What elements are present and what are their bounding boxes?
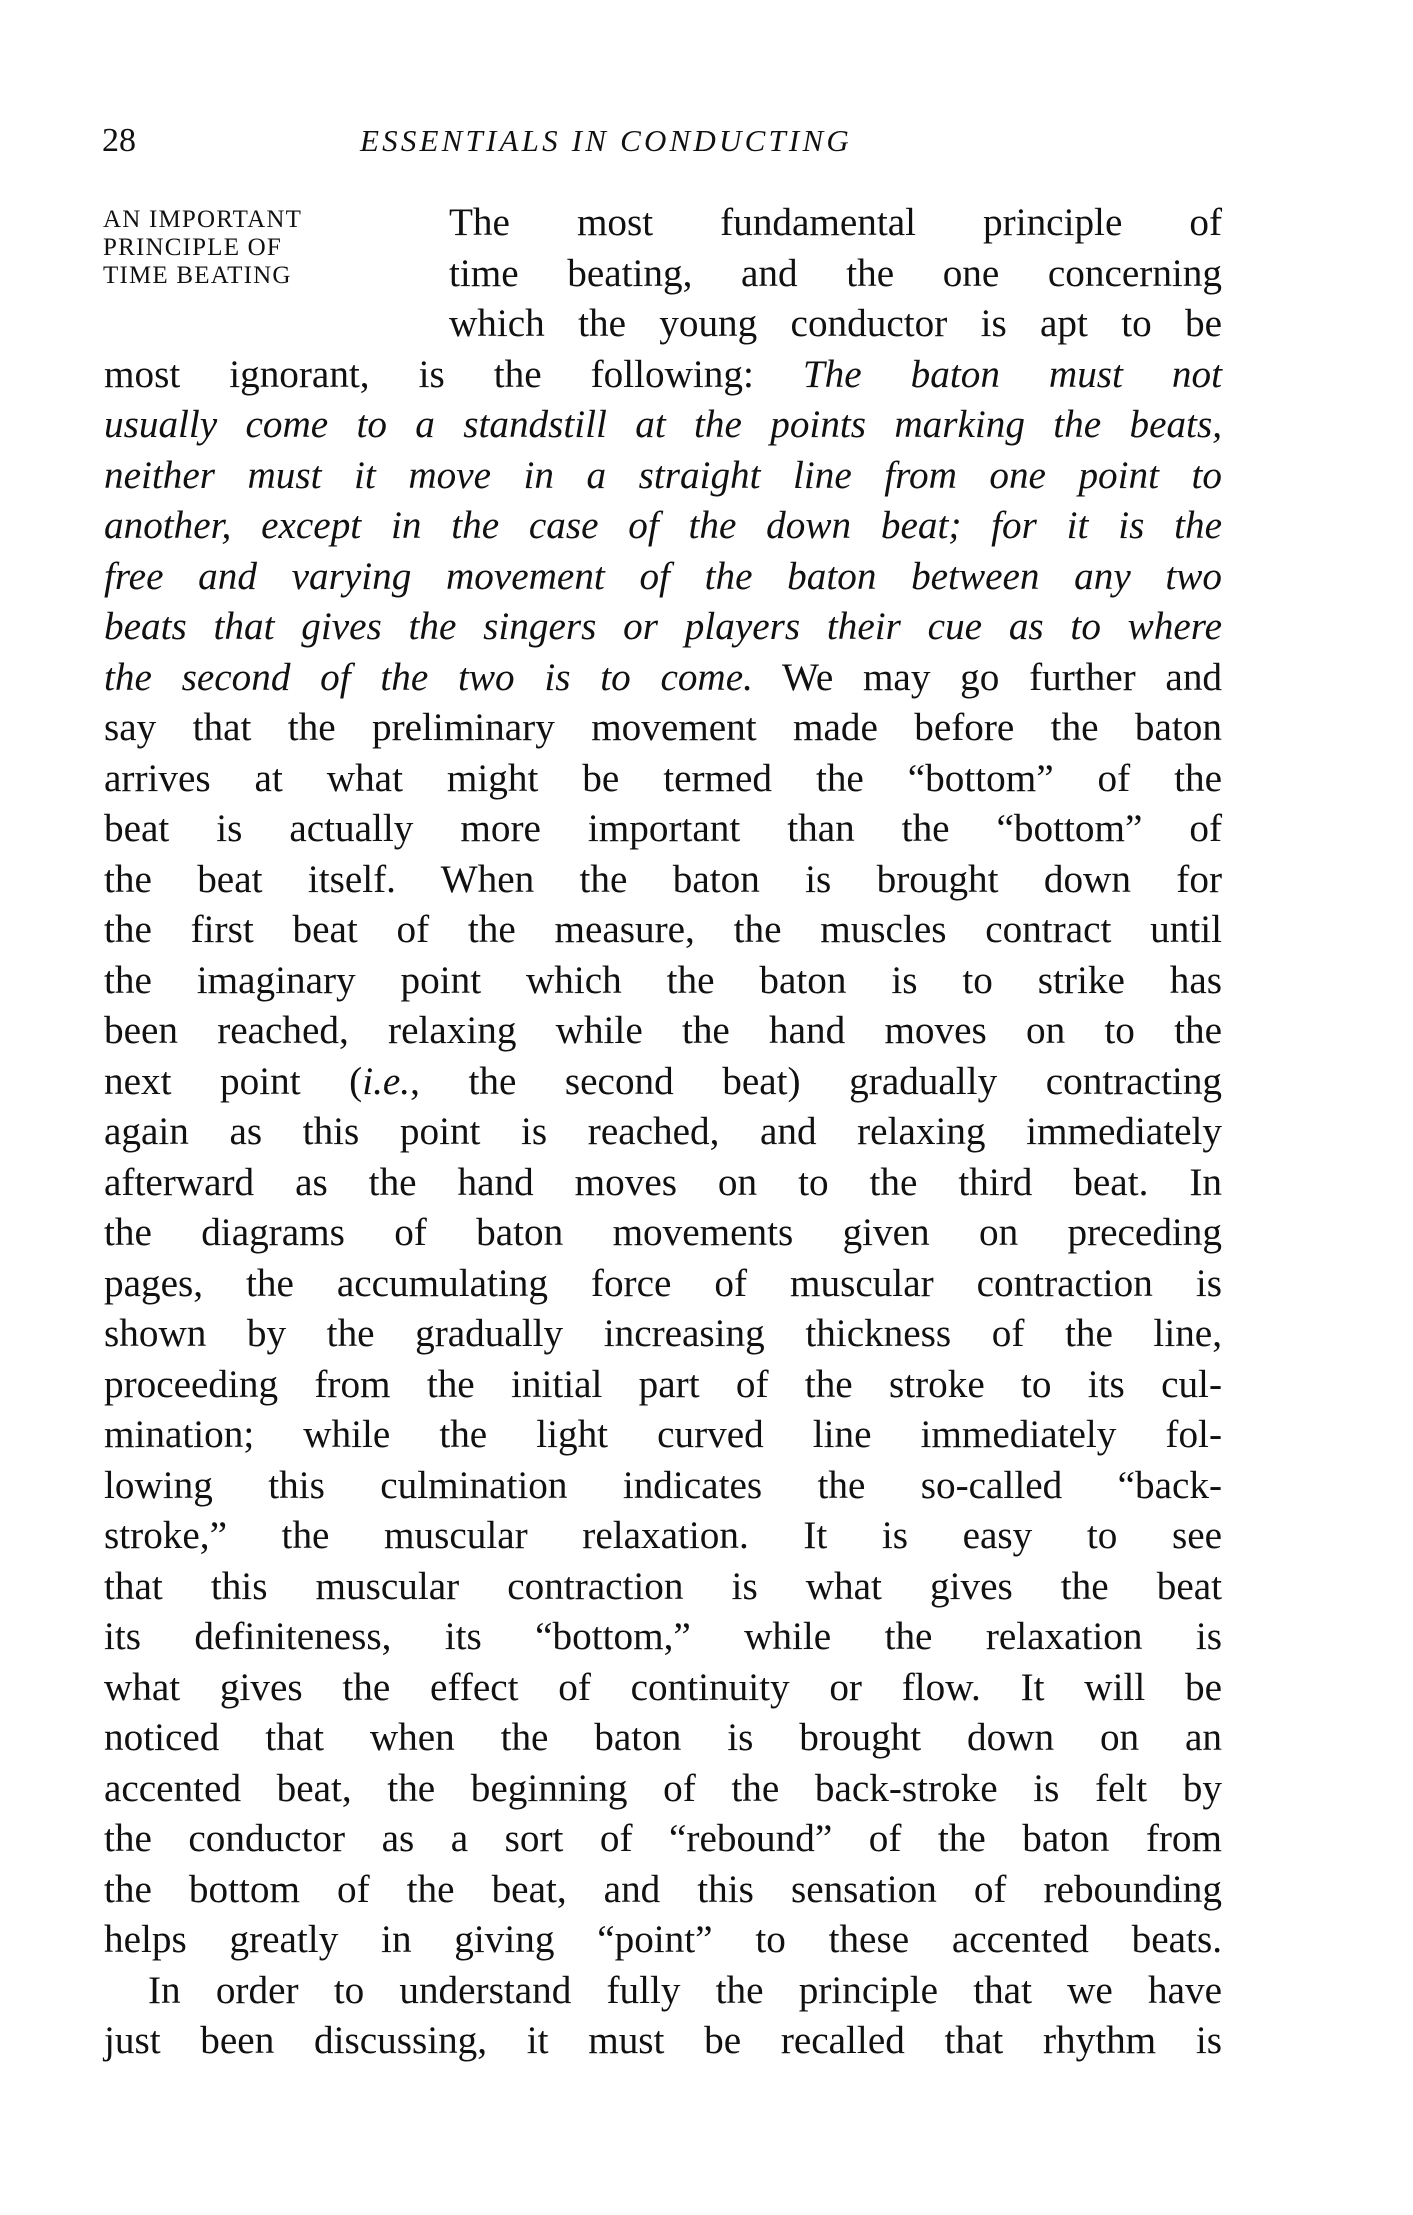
text-line: proceeding from the initial part of the stroke to its cul-: [104, 1362, 1222, 1406]
text-line: that this muscular contraction is what gives the beat: [104, 1564, 1222, 1608]
text-line: In order to understand fully the principle that we have: [148, 1968, 1222, 2012]
italic-text-segment: the second of the two is to come.: [104, 655, 753, 699]
running-title: ESSENTIALS IN CONDUCTING: [360, 123, 852, 158]
text-line: stroke,” the muscular relaxation. It is easy to see: [104, 1514, 1222, 1557]
italic-text-segment: i.e.: [362, 1059, 411, 1103]
italic-text-line: usually come to a standstill at the points marking the beats,: [104, 403, 1222, 446]
text-line: arrives at what might be termed the “bottom” of the: [104, 756, 1222, 800]
text-line: beat is actually more important than the “bottom” of: [104, 807, 1222, 850]
text-line: the imaginary point which the baton is to strike has: [104, 958, 1222, 1002]
margin-sidenote: AN IMPORTANT PRINCIPLE OF TIME BEATING: [103, 206, 303, 289]
text-line: again as this point is reached, and relaxing immediately: [104, 1110, 1222, 1153]
text-segment: most ignorant, is the following:: [104, 352, 803, 396]
text-line: which the young conductor is apt to be: [449, 302, 1222, 345]
text-line: mination; while the light curved line immediately fol-: [104, 1413, 1222, 1456]
text-line: say that the preliminary movement made before the baton: [104, 706, 1222, 749]
text-line: time beating, and the one concerning: [449, 251, 1222, 295]
text-line: shown by the gradually increasing thickness of the line,: [104, 1312, 1222, 1355]
text-line: [104, 653, 1222, 704]
italic-text-line: neither must it move in a straight line from one point to: [104, 453, 1222, 497]
italic-text-segment: The baton must not: [802, 352, 1223, 396]
text-line: noticed that when the baton is brought down on an: [104, 1716, 1222, 1759]
page-header: [102, 121, 1222, 175]
text-line: accented beat, the beginning of the back-stroke is felt by: [104, 1766, 1222, 1810]
text-line: what gives the effect of continuity or flow. It will be: [104, 1665, 1222, 1709]
text-line: helps greatly in giving “point” to these accented beats.: [104, 1918, 1222, 1961]
text-line: The most fundamental principle of: [449, 201, 1222, 244]
text-line: the first beat of the measure, the muscles contract until: [104, 908, 1222, 951]
text-line: pages, the accumulating force of muscular contraction is: [104, 1261, 1222, 1305]
text-line: the bottom of the beat, and this sensation of rebounding: [104, 1867, 1222, 1911]
text-line: been reached, relaxing while the hand moves on to the: [104, 1009, 1222, 1052]
text-line: just been discussing, it must be recalled that rhythm is: [104, 2019, 1222, 2062]
page-number: 28: [102, 122, 136, 159]
text-line: the beat itself. When the baton is brought down for: [104, 857, 1222, 901]
text-line: [104, 1057, 1222, 1108]
text-segment: next point (: [104, 1059, 363, 1103]
italic-text-line: another, except in the case of the down beat; for it is the: [104, 504, 1222, 547]
text-line: [104, 350, 1222, 401]
text-line: the diagrams of baton movements given on preceding: [104, 1211, 1222, 1254]
text-segment: We may go further and: [752, 655, 1223, 699]
body-text: [104, 198, 1222, 2067]
italic-text-line: free and varying movement of the baton between any two: [104, 554, 1222, 598]
text-line: lowing this culmination indicates the so-called “back-: [104, 1463, 1222, 1507]
text-line: the conductor as a sort of “rebound” of the baton from: [104, 1817, 1222, 1860]
text-line: afterward as the hand moves on to the third beat. In: [104, 1160, 1222, 1204]
italic-text-line: beats that gives the singers or players their cue as to where: [104, 605, 1222, 648]
text-segment: , the second beat) gradually contracting: [410, 1059, 1223, 1103]
text-line: its definiteness, its “bottom,” while the relaxation is: [104, 1615, 1222, 1658]
